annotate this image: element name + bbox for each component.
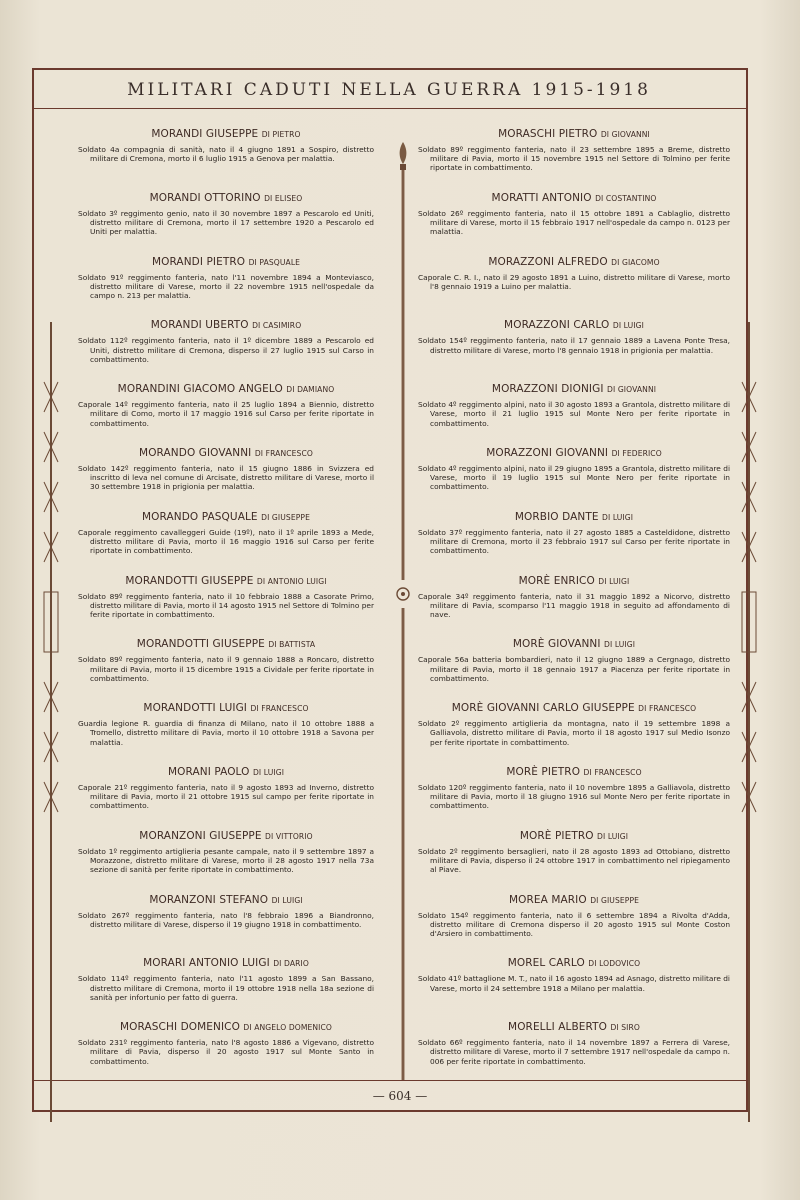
entry — [78, 1021, 374, 1066]
patronymic: DI GIACOMO — [611, 257, 660, 267]
entry — [78, 766, 374, 811]
entry — [78, 319, 374, 364]
entry-name — [418, 447, 730, 459]
entry — [78, 256, 374, 301]
entry-name — [78, 957, 374, 969]
patronymic: DI LUIGI — [597, 831, 629, 841]
patronymic: DI DAMIANO — [286, 385, 335, 395]
patronymic: DI FEDERICO — [611, 449, 662, 458]
entry-name — [78, 128, 374, 140]
entry-text: Soldato 2º reggimento bersaglieri, nato il 28 agosto 1893 ad Ottobiano, distretto militare di Pavia, disperso il 24 ottobre 1917 in combattimento nel ripiegamento al Piave. — [418, 846, 730, 875]
patronymic: DI CASIMIRO — [252, 321, 302, 331]
entry-name — [418, 128, 730, 140]
soldier-name: MORELLI ALBERTO — [508, 1021, 607, 1034]
patronymic: DI ANTONIO LUIGI — [256, 576, 327, 586]
soldier-name: MORAZZONI CARLO — [504, 319, 610, 332]
soldier-name: MORANI PAOLO — [167, 766, 250, 778]
soldier-name: MORANDOTTI GIUSEPPE — [125, 574, 254, 587]
entry — [418, 575, 730, 620]
soldier-name: MORANDI PIETRO — [151, 255, 246, 268]
entry-text: Caporale 21º reggimento fanteria, nato il 9 agosto 1893 ad Inverno, distretto militare di Pavia, morto il 21 ottobre 1915 sul campo per ferite riportate in combattimento. — [78, 783, 374, 811]
entry — [78, 383, 374, 428]
entry-text: Soldato 66º reggimento fanteria, nato il 14 novembre 1897 a Ferrera di Varese, distretto militare di Varese, morto il 7 settembre 1917 nell'ospedale da campo n. 006 per ferite riportate in combattimento. — [418, 1038, 730, 1066]
soldier-name: MOREL CARLO — [507, 957, 585, 970]
soldier-name: MORAZZONI GIOVANNI — [486, 447, 609, 459]
soldier-name: MORANDI OTTORINO — [149, 191, 261, 204]
soldier-name: MORAZZONI ALFREDO — [488, 255, 608, 268]
patronymic: DI FRANCESCO — [638, 704, 697, 714]
entry-name — [78, 1021, 374, 1033]
entry-text: Caporale C. R. I., nato il 29 agosto 1891 a Luino, distretto militare di Varese, morto l'8 gennaio 1919 a Luino per malattia. — [418, 272, 730, 291]
entry-name — [418, 511, 730, 523]
soldier-name: MORANDOTTI GIUSEPPE — [136, 638, 265, 651]
entry-name — [418, 319, 730, 331]
entry-text: Soldato 142º reggimento fanteria, nato il 15 giugno 1886 in Svizzera ed inscritto di leva nel comune di Arcisate, distretto militare di Varese, morto il 30 settembre 1918 in prigionia per malattia. — [78, 464, 374, 492]
entry-text: Soldato 1º reggimento artiglieria pesante campale, nato il 9 settembre 1897 a Morazzone, distretto militare di Varese, morto il 28 agosto 1917 nella 73a sezione di sanità per ferite riportate in combattimento. — [78, 846, 374, 875]
entry — [418, 192, 730, 237]
patronymic: DI VITTORIO — [265, 831, 313, 841]
soldier-name: MORASCHI DOMENICO — [119, 1021, 240, 1034]
patronymic: DI COSTANTINO — [595, 193, 657, 203]
soldier-name: MORÈ PIETRO — [506, 766, 581, 778]
entry-text: Soldato 154º reggimento fanteria, nato il 6 settembre 1894 a Rivolta d'Adda, distretto militare di Cremona disperso il 20 agosto 1915 sul Monte Coston d'Arsiero in combattimento. — [418, 910, 730, 938]
patronymic: DI LUIGI — [604, 640, 636, 650]
column-divider-ornament — [396, 142, 410, 1080]
left-border-ornament — [40, 322, 62, 1122]
patronymic: DI GIUSEPPE — [261, 512, 310, 522]
entry-name — [78, 702, 374, 714]
header-rule — [34, 108, 746, 109]
patronymic: DI DARIO — [273, 959, 309, 969]
patronymic: DI LUIGI — [612, 321, 644, 331]
entry-name — [418, 957, 730, 969]
soldier-name: MORANDI GIUSEPPE — [151, 128, 259, 140]
entry-text: Soldato 89º reggimento fanteria, nato il 9 gennaio 1888 a Roncaro, distretto militare di Pavia, morto il 15 dicembre 1915 a Cividale per ferite riportate in combattimento. — [78, 655, 374, 683]
patronymic: DI FRANCESCO — [254, 449, 313, 458]
entry-name — [78, 575, 374, 587]
patronymic: DI LUIGI — [602, 512, 634, 522]
entry-name — [78, 256, 374, 268]
soldier-name: MORÈ GIOVANNI CARLO GIUSEPPE — [451, 702, 635, 715]
entry — [418, 447, 730, 492]
entry — [78, 192, 374, 237]
entry-text: Caporale 14º reggimento fanteria, nato il 25 luglio 1894 a Biennio, distretto militare di Como, morto il 17 maggio 1916 sul Carso per ferite riportate in combattimento. — [78, 400, 374, 428]
entry-text: Guardia legione R. guardia di finanza di Milano, nato il 10 ottobre 1888 a Tromello, distretto militare di Pavia, morto il 10 ottobre 1918 a Savona per malattia. — [78, 719, 374, 747]
entry — [78, 447, 374, 492]
entry-text: Soldato 91º reggimento fanteria, nato l'11 novembre 1894 a Monteviasco, distretto militare di Varese, morto il 22 novembre 1915 nell'ospedale da campo n. 213 per malattia. — [78, 272, 374, 300]
entry-name — [418, 1021, 730, 1033]
entry-name — [418, 894, 730, 906]
soldier-name: MORÈ ENRICO — [518, 574, 595, 587]
patronymic: DI PIETRO — [261, 130, 301, 139]
patronymic: DI LUIGI — [598, 576, 630, 586]
entry — [418, 383, 730, 428]
patronymic: DI LODOVICO — [588, 959, 641, 969]
entry-text: Soldato 4º reggimento alpini, nato il 29 giugno 1895 a Grantola, distretto militare di Varese, morto il 19 luglio 1915 sul Monte Nero per ferite riportate in combattimento. — [418, 464, 730, 492]
entry-text: Soldato 89º reggimento fanteria, nato il 10 febbraio 1888 a Casorate Primo, distretto militare di Pavia, morto il 14 agosto 1915 nel Settore di Tolmino per ferite riportate in combattimento. — [78, 591, 374, 619]
patronymic: DI GIUSEPPE — [590, 895, 640, 905]
soldier-name: MORASCHI PIETRO — [498, 128, 598, 140]
entry-name — [418, 830, 730, 842]
patronymic: DI GIOVANNI — [607, 385, 657, 395]
entry-text: Soldato 267º reggimento fanteria, nato l'8 febbraio 1896 a Biandronno, distretto militare di Varese, disperso il 19 giugno 1918 in combattimento. — [78, 910, 374, 929]
entry-name — [78, 830, 374, 842]
running-head: MILITARI CADUTI NELLA GUERRA 1915-1918 — [127, 80, 651, 100]
patronymic: DI GIOVANNI — [600, 130, 650, 139]
entry-text: Soldato 114º reggimento fanteria, nato l'11 agosto 1899 a San Bassano, distretto militare di Cremona, morto il 19 ottobre 1918 nella 18a sezione di sanità per infortunio per fatto di guerra. — [78, 974, 374, 1002]
entry — [78, 894, 374, 929]
footer-rule — [34, 1080, 746, 1081]
soldier-name: MORANDI UBERTO — [150, 319, 249, 332]
entry-name — [78, 447, 374, 459]
entry-text: Caporale 34º reggimento fanteria, nato il 31 maggio 1892 a Nicorvo, distretto militare di Pavia, scomparso l'11 maggio 1918 in seguito ad affondamento di nave. — [418, 591, 730, 619]
entry-text: Soldato 37º reggimento fanteria, nato il 27 agosto 1885 a Casteldidone, distretto militare di Cremona, morto il 23 febbraio 1917 sul Carso per ferite riportate in combattimento. — [418, 527, 730, 556]
soldier-name: MORANZONI STEFANO — [149, 893, 269, 906]
patronymic: DI BATTISTA — [268, 640, 316, 650]
entry-name — [418, 256, 730, 268]
patronymic: DI ANGELO DOMENICO — [243, 1023, 333, 1033]
entry-text: Soldato 4º reggimento alpini, nato il 30 agosto 1893 a Grantola, distretto militare di Varese, morto il 21 luglio 1915 sul Monte Nero per ferite riportate in combattimento. — [418, 400, 730, 428]
entry — [78, 638, 374, 683]
entry-name — [78, 192, 374, 204]
entry-text: Soldato 89º reggimento fanteria, nato il 23 settembre 1895 a Breme, distretto militare di Pavia, morto il 15 novembre 1915 nel Settore di Tolmino per ferite riportate in combattimento. — [418, 145, 730, 173]
entry — [78, 702, 374, 747]
soldier-name: MORAZZONI DIONIGI — [491, 383, 604, 396]
entry-name — [78, 511, 374, 523]
entry — [418, 702, 730, 747]
entry-text: Soldato 3º reggimento genio, nato il 30 novembre 1897 a Pescarolo ed Uniti, distretto militare di Cremona, morto il 17 settembre 1920 a Pescarolo ed Uniti per malattia. — [78, 208, 374, 237]
page-number: — 604 — — [372, 1089, 428, 1103]
entry — [78, 957, 374, 1002]
entry — [418, 766, 730, 811]
entry-name — [78, 894, 374, 906]
entry-text: Soldato 154º reggimento fanteria, nato il 17 gennaio 1889 a Lavena Ponte Tresa, distretto militare di Varese, morto l'8 gennaio 1918 in prigionia per malattia. — [418, 336, 730, 355]
entry — [78, 511, 374, 556]
entry-name — [418, 383, 730, 395]
entry-text: Soldato 26º reggimento fanteria, nato il 15 ottobre 1891 a Cablaglio, distretto militare di Varese, morto il 15 febbraio 1917 nell'ospedale da campo n. 0123 per malattia. — [418, 208, 730, 237]
entry — [418, 256, 730, 291]
entry-text: Caporale reggimento cavalleggeri Guide (19º), nato il 1º aprile 1893 a Mede, distretto militare di Pavia, morto il 16 maggio 1916 sul Carso per ferite riportate in combattimento. — [78, 527, 374, 556]
entry-name — [418, 766, 730, 778]
entry-name — [418, 702, 730, 714]
entry — [78, 575, 374, 620]
soldier-name: MORATTI ANTONIO — [491, 191, 592, 204]
soldier-name: MORANDOTTI LUIGI — [143, 702, 248, 715]
entry-name — [78, 319, 374, 331]
soldier-name: MORÈ PIETRO — [519, 829, 594, 842]
entry-name — [418, 638, 730, 650]
entry-text: Soldato 112º reggimento fanteria, nato il 1º dicembre 1889 a Pescarolo ed Uniti, distretto militare di Cremona, disperso il 27 luglio 1915 sul Carso in combattimento. — [78, 336, 374, 364]
patronymic: DI LUIGI — [252, 768, 285, 777]
entry — [418, 638, 730, 683]
soldier-name: MORANDO PASQUALE — [142, 510, 258, 523]
entry-name — [418, 192, 730, 204]
entry-name — [78, 383, 374, 395]
soldier-name: MOREA MARIO — [508, 893, 587, 906]
right-border-ornament — [738, 322, 760, 1122]
entry — [78, 830, 374, 875]
entry-text: Soldato 2º reggimento artiglieria da montagna, nato il 19 settembre 1898 a Galliavola, distretto militare di Pavia, morto il 18 agosto 1917 sul Medio Isonzo per ferite riportate in combattimento. — [418, 719, 730, 747]
soldier-name: MORANZONI GIUSEPPE — [139, 829, 262, 842]
patronymic: DI LUIGI — [271, 895, 303, 905]
entry — [418, 511, 730, 556]
entry — [78, 128, 374, 163]
entry-text: Soldato 4a compagnia di sanità, nato il 4 giugno 1891 a Sospiro, distretto militare di Cremona, morto il 6 luglio 1915 a Genova per malattia. — [78, 145, 374, 164]
entry — [418, 319, 730, 354]
patronymic: DI SIRO — [610, 1023, 640, 1033]
soldier-name: MORANDINI GIACOMO ANGELO — [117, 383, 283, 396]
entry-name — [418, 575, 730, 587]
entry — [418, 1021, 730, 1066]
soldier-name: MORARI ANTONIO LUIGI — [143, 957, 270, 970]
entry-text: Soldato 120º reggimento fanteria, nato il 10 novembre 1895 a Galliavola, distretto militare di Pavia, morto il 18 giugno 1916 sul Monte Nero per ferite riportate in combattimento. — [418, 783, 730, 811]
soldier-name: MORBIO DANTE — [514, 510, 599, 523]
entry-text: Soldato 41º battaglione M. T., nato il 16 agosto 1894 ad Asnago, distretto militare di Varese, morto il 24 settembre 1918 a Milano per malattia. — [418, 974, 730, 993]
entry — [418, 830, 730, 875]
soldier-name: MORANDO GIOVANNI — [139, 447, 252, 459]
entry-name — [78, 766, 374, 778]
entry-text: Caporale 56a batteria bombardieri, nato il 12 giugno 1889 a Cergnago, distretto militare di Pavia, morto il 18 gennaio 1917 a Piacenza per ferite riportate in combattimento. — [418, 655, 730, 683]
entry-name — [78, 638, 374, 650]
soldier-name: MORÈ GIOVANNI — [512, 638, 601, 651]
entry-text: Soldato 231º reggimento fanteria, nato l'8 agosto 1886 a Vigevano, distretto militare di Pavia, disperso il 20 agosto 1917 sul Monte Santo in combattimento. — [78, 1038, 374, 1066]
patronymic: DI FRANCESCO — [250, 704, 309, 714]
patronymic: DI ELISEO — [264, 193, 303, 203]
entry — [418, 128, 730, 173]
entry — [418, 957, 730, 992]
entry — [418, 894, 730, 939]
patronymic: DI FRANCESCO — [583, 768, 642, 777]
patronymic: DI PASQUALE — [248, 257, 301, 267]
